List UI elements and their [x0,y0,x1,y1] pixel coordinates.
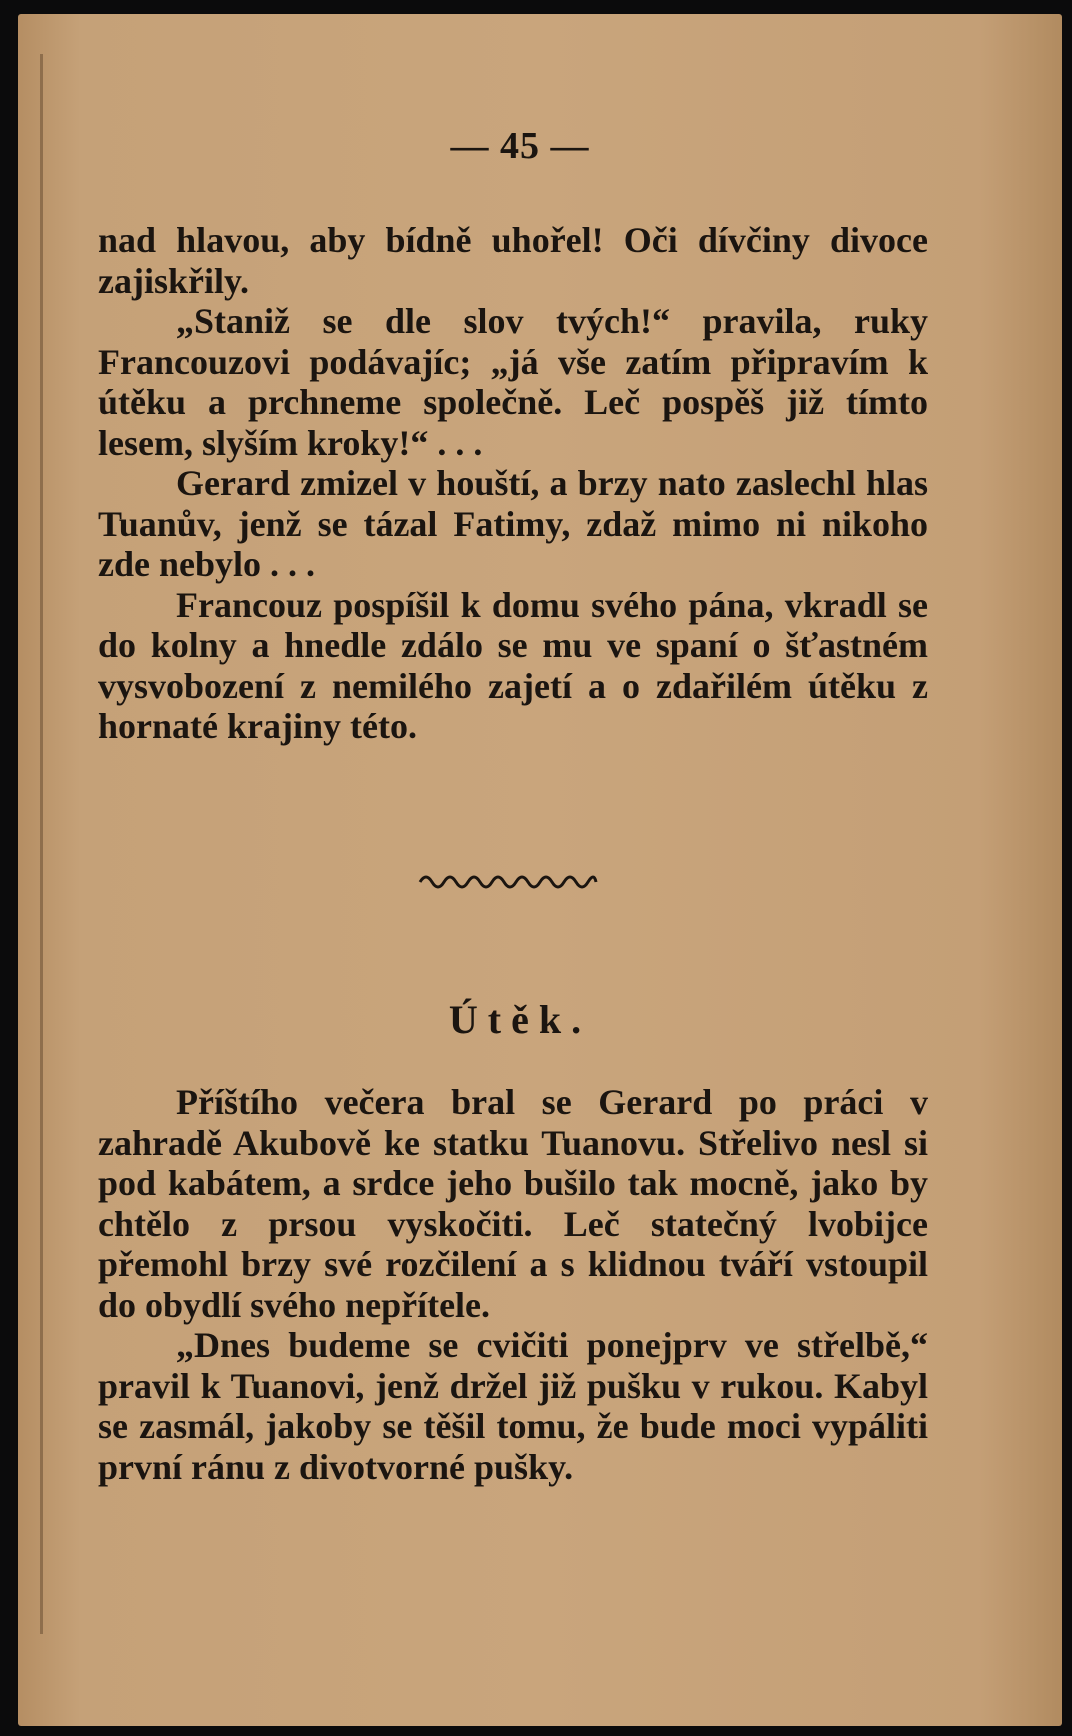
paragraph: „Staniž se dle slov tvých!“ pravila, ruky Francouzovi podávajíc; „já vše zatím připravím k útěku a prchneme společně. Leč pospěš již tímto lesem, slyším kroky!“ . . . [98,301,928,463]
wavy-line-ornament [418,870,598,892]
text-block-top [98,220,928,747]
book-page [18,14,1062,1726]
paragraph: „Dnes budeme se cvičiti ponejprv ve střelbě,“ pravil k Tuanovi, jenž držel již pušku v rukou. Kabyl se zasmál, jakoby se těšil tomu, že bude moci vypáliti první ránu z divotvorné pušky. [98,1325,928,1487]
page-number: — 45 — [450,125,590,167]
paragraph: Gerard zmizel v houští, a brzy nato zaslechl hlas Tuanův, jenž se tázal Fatimy, zdaž mimo ni nikoho zde nebylo . . . [98,463,928,584]
section-title: Útěk. [448,997,592,1042]
paragraph: nad hlavou, aby bídně uhořel! Oči dívčiny divoce zajiskřily. [98,220,928,301]
page-gutter-shadow [40,54,43,1634]
text-block-bottom [98,1082,928,1487]
paragraph: Příštího večera bral se Gerard po práci v zahradě Akubově ke statku Tuanovu. Střelivo nesl si pod kabátem, a srdce jeho bušilo tak mocně, jako by chtělo z prsou vyskočiti. Leč statečný lvobijce přemohl brzy své rozčilení a s klidnou tváří vstoupil do obydlí svého nepřítele. [98,1082,928,1325]
paragraph: Francouz pospíšil k domu svého pána, vkradl se do kolny a hnedle zdálo se mu ve spaní o šťastném vysvobození z nemilého zajetí a o zdařilém útěku z hornaté krajiny této. [98,584,928,746]
